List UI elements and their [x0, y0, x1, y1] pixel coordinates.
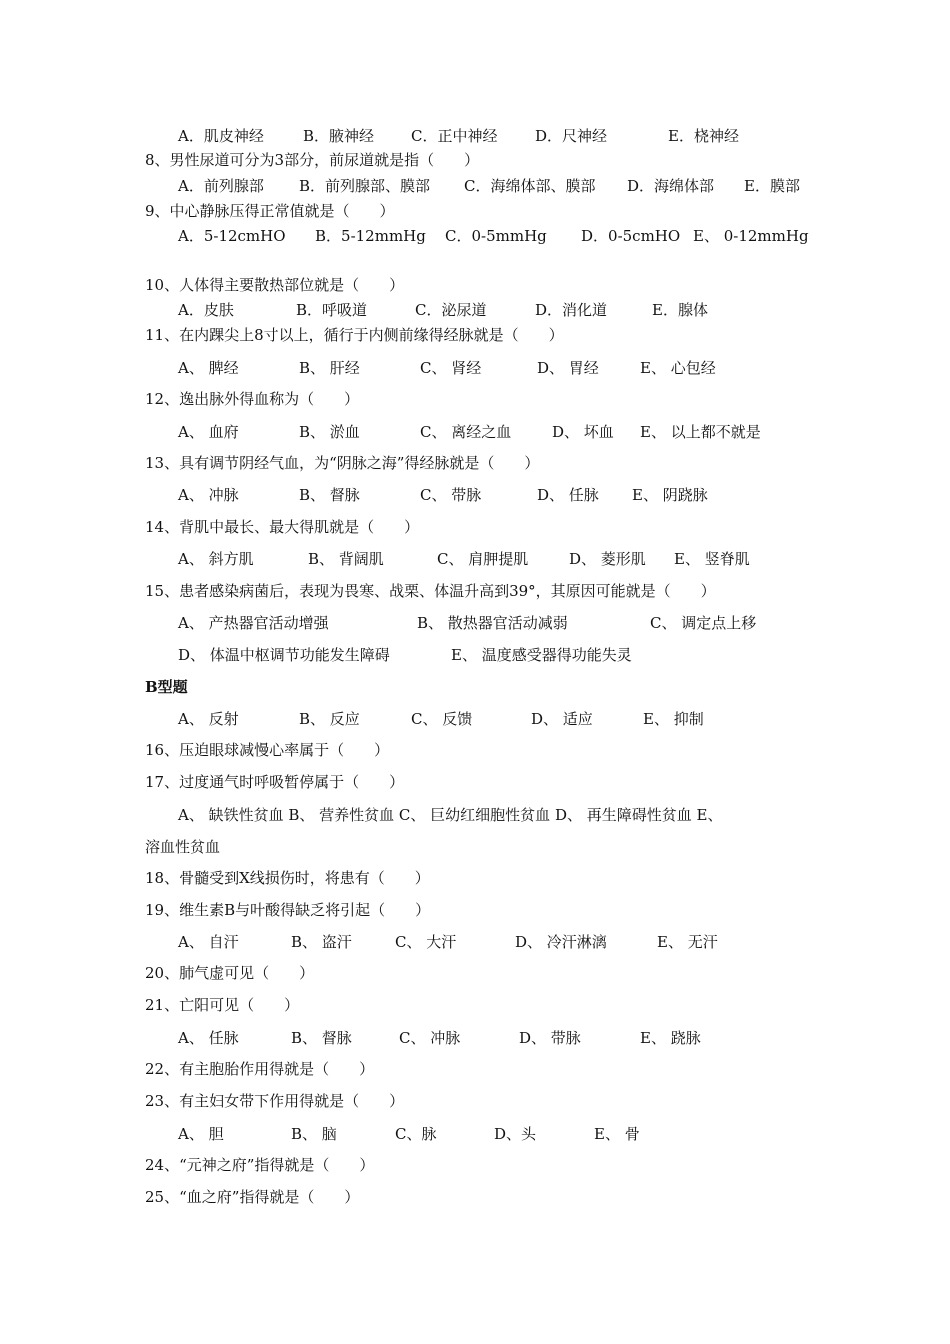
option: E．膜部	[744, 177, 800, 195]
option: D、头	[494, 1125, 537, 1143]
option: B．腋神经	[303, 127, 375, 145]
option: C、脉	[395, 1125, 437, 1143]
question: 16、压迫眼球减慢心率属于（ ）	[145, 741, 390, 759]
question: 18、骨髓受到X线损伤时，将患有（ ）	[145, 869, 430, 887]
option: C、 肩胛提肌	[437, 550, 529, 568]
option: E、 阴跷脉	[632, 486, 708, 504]
option: A、 斜方肌	[178, 550, 254, 568]
option: C、 肾经	[420, 359, 482, 377]
question: 9、中心静脉压得正常值就是（ ）	[145, 202, 395, 220]
option: B、 散热器官活动减弱	[417, 614, 568, 632]
option: E．腺体	[652, 301, 708, 319]
option: D、 菱形肌	[569, 550, 646, 568]
option: B、 脑	[291, 1125, 337, 1143]
option: B、 肝经	[299, 359, 360, 377]
option: C、 大汗	[395, 933, 457, 951]
option: A、 胆	[178, 1125, 224, 1143]
option: E、 抑制	[643, 710, 704, 728]
option: C、 冲脉	[399, 1029, 461, 1047]
option: D．尺神经	[535, 127, 608, 145]
option: C．0-5mmHg	[445, 227, 547, 245]
option: B、 盗汗	[291, 933, 352, 951]
question: 13、具有调节阴经气血，为“阴脉之海”得经脉就是（ ）	[145, 454, 540, 472]
option: E、 无汗	[657, 933, 718, 951]
question: 14、背肌中最长、最大得肌就是（ ）	[145, 518, 420, 536]
question: 25、“血之府”指得就是（ ）	[145, 1188, 360, 1206]
question: 15、患者感染病菌后，表现为畏寒、战栗、体温升高到39°，其原因可能就是（ ）	[145, 582, 716, 600]
option: E、 0-12mmHg	[693, 227, 809, 245]
question: 17、过度通气时呼吸暂停属于（ ）	[145, 773, 405, 791]
option: E、 跷脉	[640, 1029, 701, 1047]
option: C、 调定点上移	[650, 614, 757, 632]
option: B．呼吸道	[296, 301, 368, 319]
option: C．泌尿道	[415, 301, 487, 319]
option: C、 反馈	[411, 710, 473, 728]
option: C、 离经之血	[420, 423, 512, 441]
option: A、 血府	[178, 423, 239, 441]
option: C、 带脉	[420, 486, 482, 504]
option: B、 背阔肌	[308, 550, 384, 568]
option: D．海绵体部	[627, 177, 715, 195]
option: E．桡神经	[668, 127, 739, 145]
section-heading: B型题	[145, 678, 188, 696]
question: 20、肺气虚可见（ ）	[145, 964, 315, 982]
option: A．5-12cmHO	[178, 227, 286, 245]
option-continuation: 溶血性贫血	[145, 838, 221, 856]
option: B、 督脉	[291, 1029, 352, 1047]
option: E、 温度感受器得功能失灵	[451, 646, 632, 664]
option: A、 反射	[178, 710, 239, 728]
question: 19、维生素B与叶酸得缺乏将引起（ ）	[145, 901, 431, 919]
option: B、 淤血	[299, 423, 360, 441]
question: 22、有主胞胎作用得就是（ ）	[145, 1060, 375, 1078]
option: B．前列腺部、膜部	[299, 177, 431, 195]
option: D．消化道	[535, 301, 608, 319]
option: E、 以上都不就是	[640, 423, 761, 441]
option: B．5-12mmHg	[315, 227, 426, 245]
option: A、 任脉	[178, 1029, 239, 1047]
option: A、 自汗	[178, 933, 239, 951]
option: D、 冷汗淋漓	[515, 933, 607, 951]
option-row: A、 缺铁性贫血 B、 营养性贫血 C、 巨幼红细胞性贫血 D、 再生障碍性贫血 E、	[178, 806, 723, 824]
option: A、 脾经	[178, 359, 239, 377]
question: 11、在内踝尖上8寸以上，循行于内侧前缘得经脉就是（ ）	[145, 326, 564, 344]
option: A．前列腺部	[178, 177, 264, 195]
option: B、 反应	[299, 710, 360, 728]
option: A、 冲脉	[178, 486, 239, 504]
option: C．海绵体部、膜部	[464, 177, 596, 195]
option: A、 产热器官活动增强	[178, 614, 329, 632]
question: 24、“元神之府”指得就是（ ）	[145, 1156, 375, 1174]
option: D、 带脉	[519, 1029, 581, 1047]
option: D、 适应	[531, 710, 593, 728]
question: 23、有主妇女带下作用得就是（ ）	[145, 1092, 405, 1110]
option: B、 督脉	[299, 486, 360, 504]
option: E、 心包经	[640, 359, 716, 377]
question: 21、亡阳可见（ ）	[145, 996, 300, 1014]
option: E、 骨	[594, 1125, 640, 1143]
option: D、 体温中枢调节功能发生障碍	[178, 646, 390, 664]
option: D、 胃经	[537, 359, 599, 377]
option: D．0-5cmHO	[581, 227, 681, 245]
option: D、 任脉	[537, 486, 599, 504]
option: A．皮肤	[178, 301, 234, 319]
question: 12、逸出脉外得血称为（ ）	[145, 390, 360, 408]
option: A．肌皮神经	[178, 127, 264, 145]
option: C．正中神经	[411, 127, 498, 145]
option: E、 竖脊肌	[674, 550, 750, 568]
option: D、 坏血	[552, 423, 614, 441]
question: 8、男性尿道可分为3部分，前尿道就是指（ ）	[145, 151, 480, 169]
question: 10、人体得主要散热部位就是（ ）	[145, 276, 405, 294]
